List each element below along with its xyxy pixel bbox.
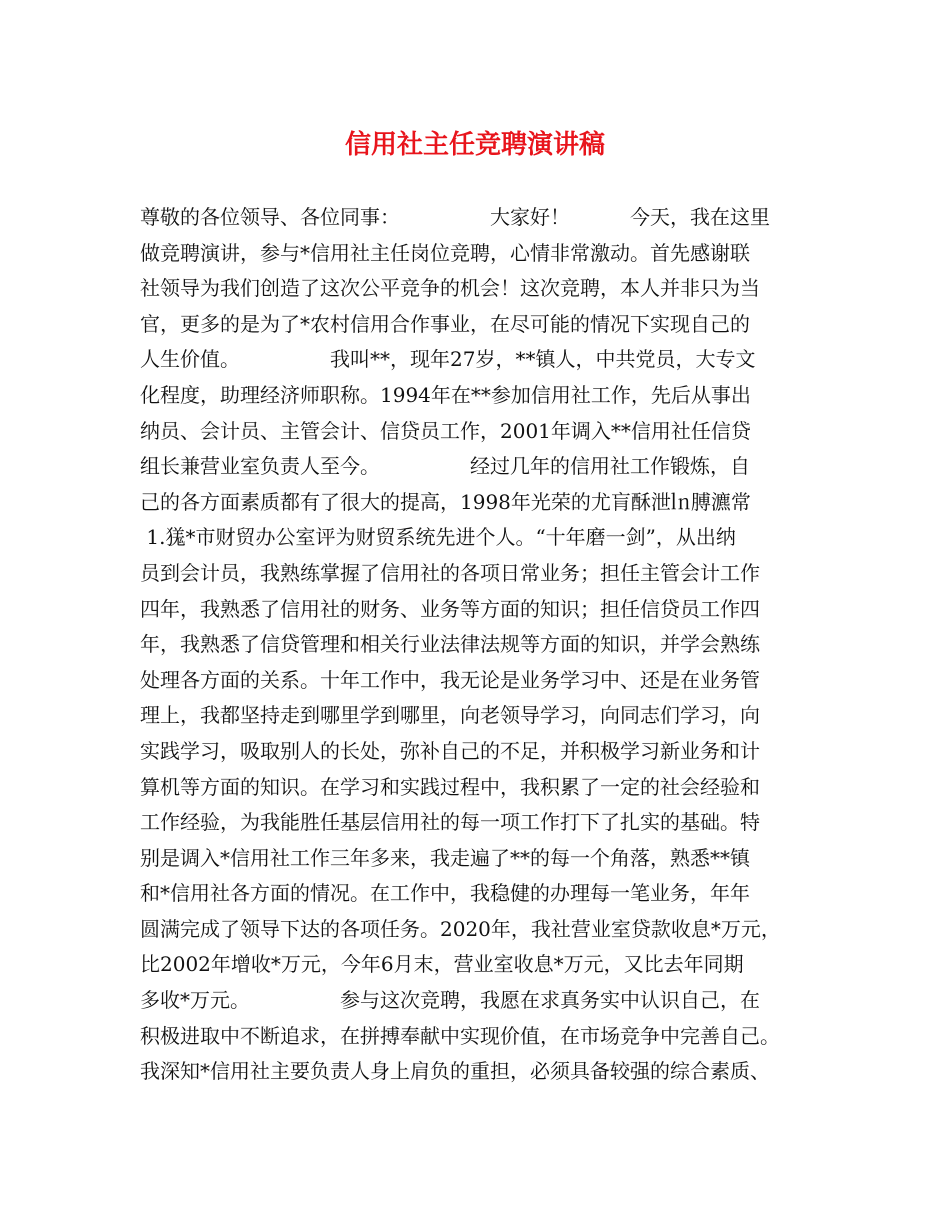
body-line: 四年，我熟悉了信用社的财务、业务等方面的知识；担任信贷员工作四 xyxy=(140,596,760,621)
body-line: 官，更多的是为了*农村信用合作事业，在尽可能的情况下实现自己的 xyxy=(140,311,750,336)
body-line: 员到会计员，我熟练掌握了信用社的各项日常业务；担任主管会计工作 xyxy=(140,560,760,585)
body-line: 别是调入*信用社工作三年多来，我走遍了**的每一个角落，熟悉**镇 xyxy=(140,845,750,870)
body-line: 年，我熟悉了信贷管理和相关行业法律法规等方面的知识，并学会熟练 xyxy=(140,632,760,657)
body-line: 圆满完成了领导下达的各项任务。2020年，我社营业室贷款收息*万元， xyxy=(140,916,781,941)
body-line: 化程度，助理经济师职称。1994年在**参加信用社工作，先后从事出 xyxy=(140,382,751,407)
body-line: 实践学习，吸取别人的长处，弥补自己的不足，并积极学习新业务和计 xyxy=(140,738,760,763)
body-line: 比2002年增收*万元，今年6月末，营业室收息*万元，又比去年同期 xyxy=(140,952,744,977)
body-line: 人生价值。 我叫**，现年27岁，**镇人，中共党员，大专文 xyxy=(140,347,756,372)
body-line: 己的各方面素质都有了很大的提高，1998年光荣的尤肓酥泄㏑膊瀌常 xyxy=(140,489,751,514)
body-line: 做竞聘演讲，参与*信用社主任岗位竞聘，心情非常激动。首先感谢联 xyxy=(140,240,750,265)
body-line: 多收*万元。 参与这次竞聘，我愿在求真务实中认识自己，在 xyxy=(140,988,760,1013)
document-title: 信用社主任竞聘演讲稿 xyxy=(344,130,605,160)
body-line: 1.獇*市财贸办公室评为财贸系统先进个人。“十年磨一剑”，从出纳 xyxy=(140,525,736,550)
body-line: 和*信用社各方面的情况。在工作中，我稳健的办理每一笔业务，年年 xyxy=(140,881,750,906)
body-line: 积极进取中不断追求，在拼搏奉献中实现价值，在市场竞争中完善自己。 xyxy=(140,1023,780,1048)
body-line: 处理各方面的关系。十年工作中，我无论是业务学习中、还是在业务管 xyxy=(140,667,760,692)
body-line: 理上，我都坚持走到哪里学到哪里，向老领导学习，向同志们学习，向 xyxy=(140,703,760,728)
body-line: 尊敬的各位领导、各位同事： 大家好！ 今天，我在这里 xyxy=(140,205,770,229)
body-line: 我深知*信用社主要负责人身上肩负的重担，必须具备较强的综合素质、 xyxy=(140,1059,770,1084)
body-line: 组长兼营业室负责人至今。 经过几年的信用社工作锻炼，自 xyxy=(140,454,750,479)
document-body xyxy=(140,200,830,1090)
body-line: 算机等方面的知识。在学习和实践过程中，我积累了一定的社会经验和 xyxy=(140,774,760,799)
body-line: 纳员、会计员、主管会计、信贷员工作，2001年调入**信用社任信贷 xyxy=(140,418,751,443)
body-line: 工作经验，为我能胜任基层信用社的每一项工作打下了扎实的基础。特 xyxy=(140,810,760,835)
body-line: 社领导为我们创造了这次公平竞争的机会！这次竞聘，本人并非只为当 xyxy=(140,276,760,301)
